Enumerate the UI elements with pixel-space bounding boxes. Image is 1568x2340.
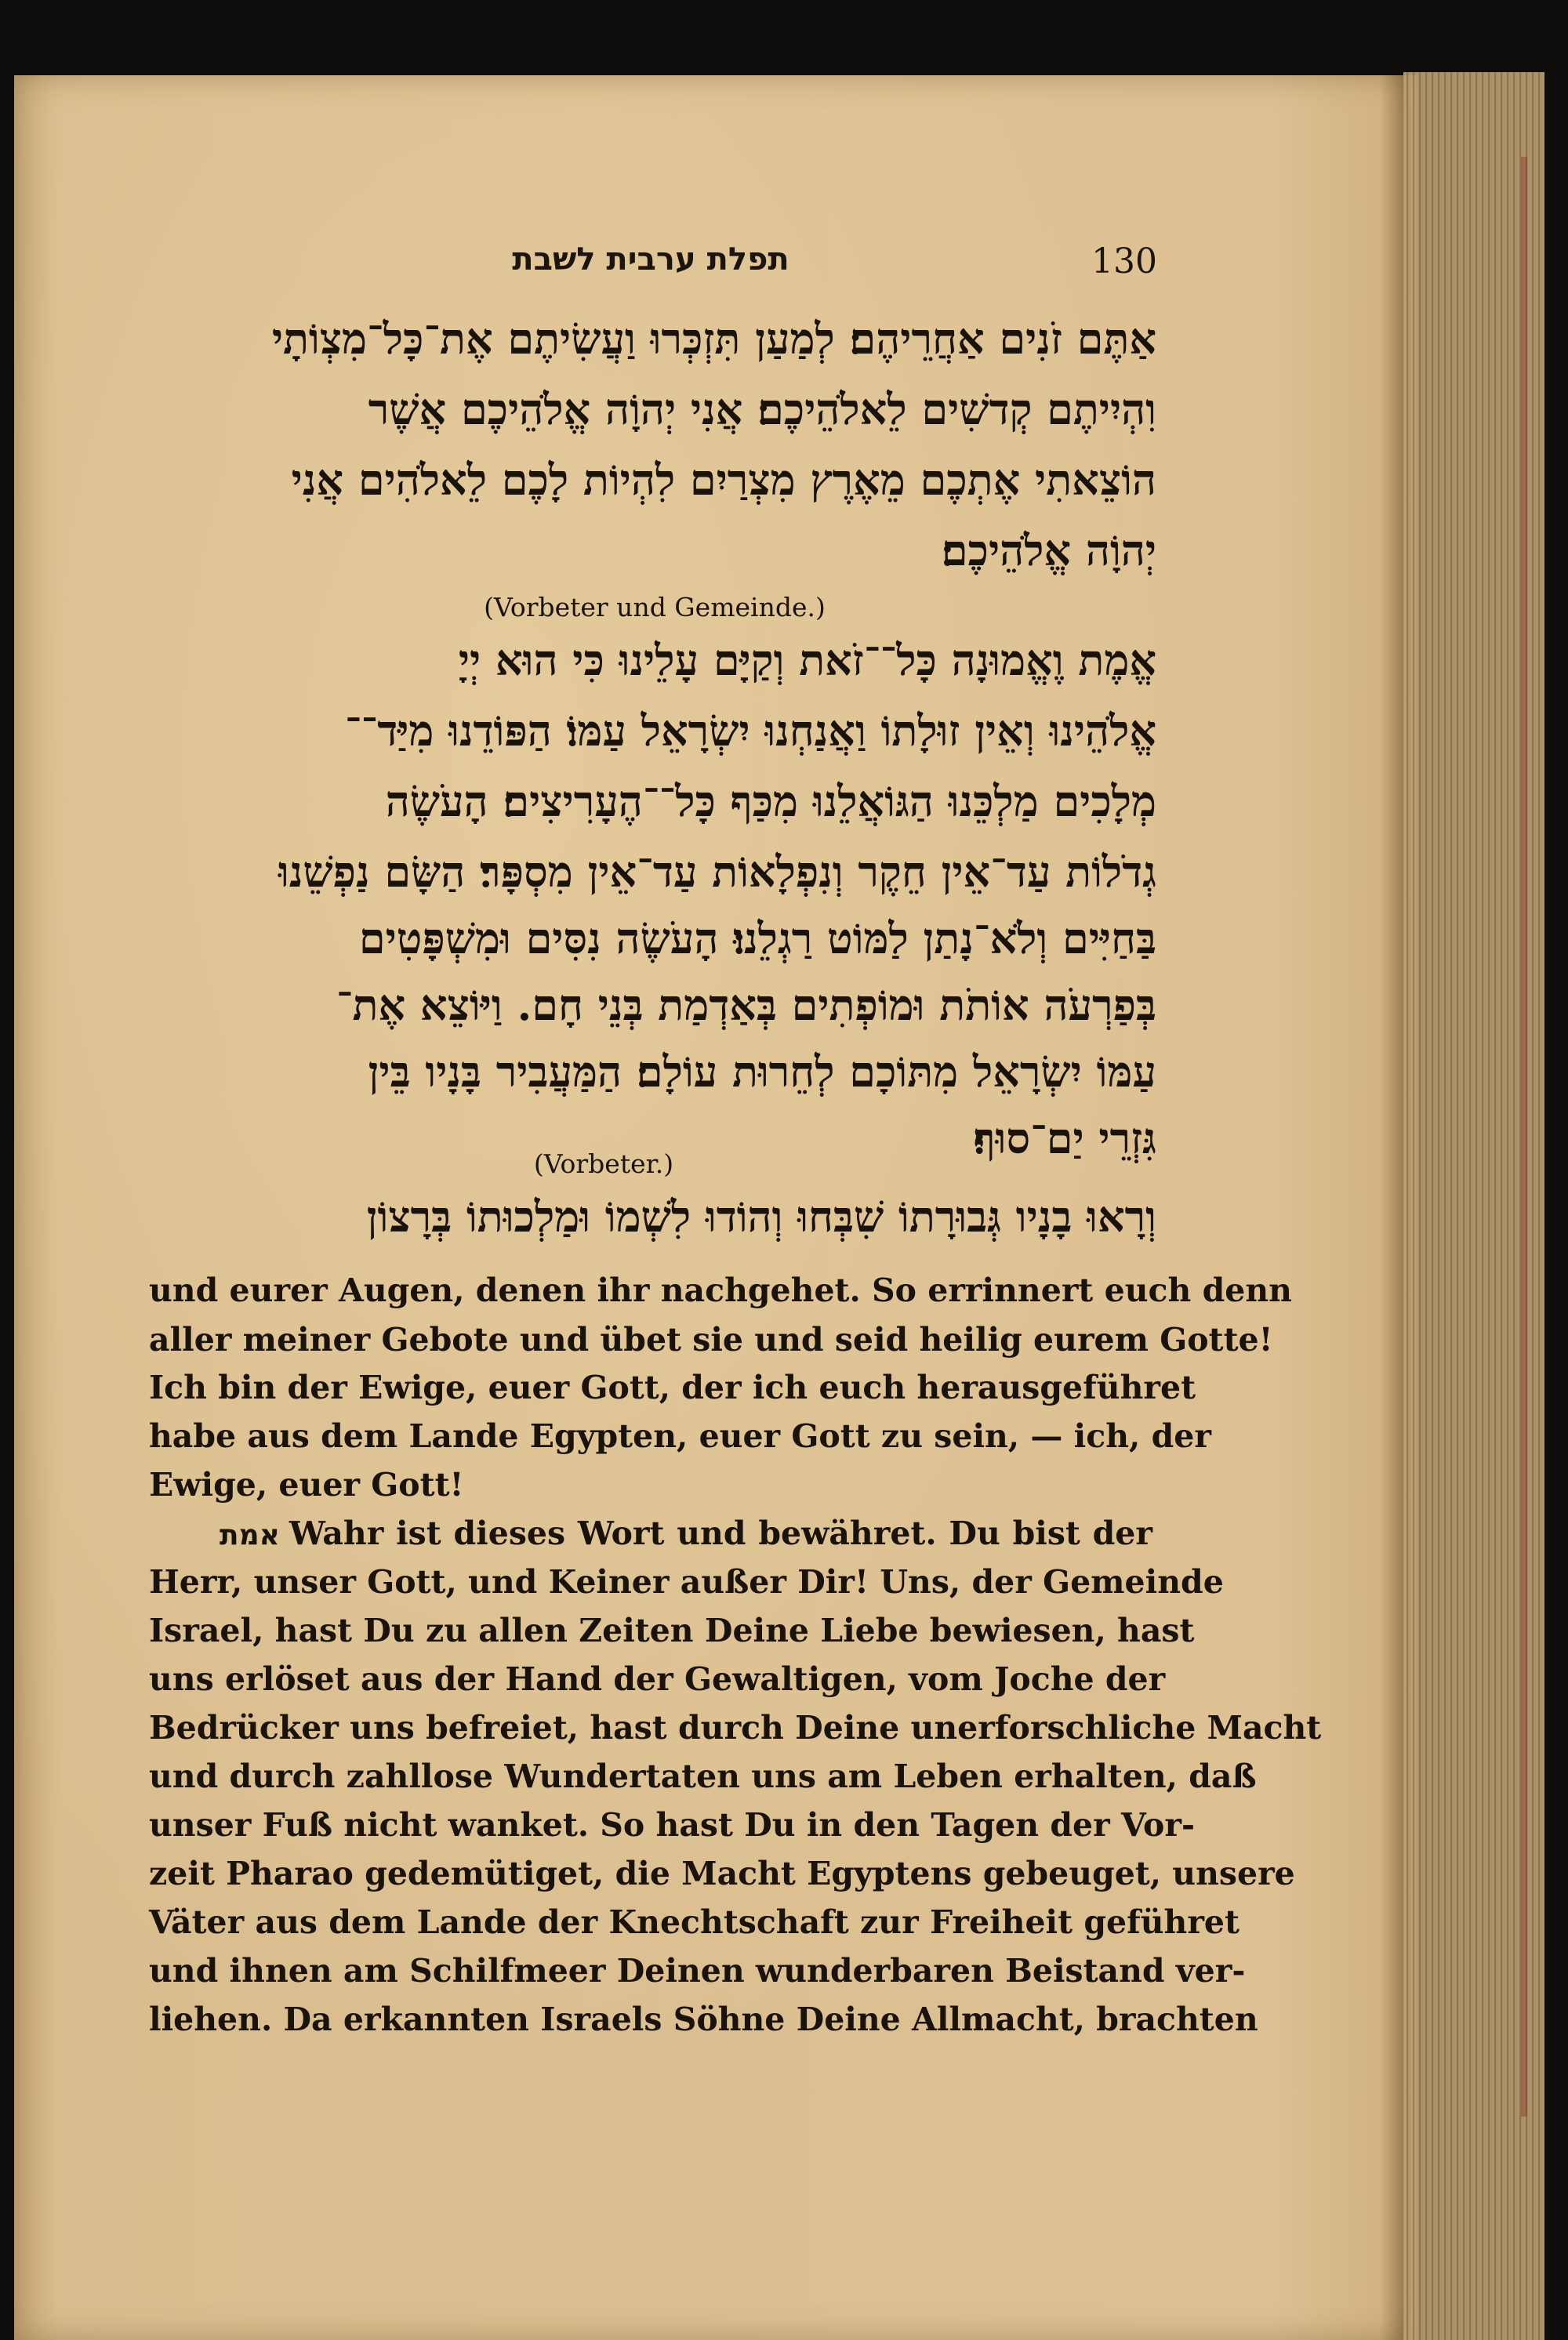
book-edge-tint <box>1521 157 1527 2117</box>
hebrew-line: וְרָאוּ בָנָיו גְּבוּרָתוֹ שִׁבְּחוּ וְהוֹדוּ לִשְׁמוֹ וּמַלְכוּתוֹ בְּרָצוֹן <box>366 1192 1156 1242</box>
rubric-vorbeter-gemeinde: (Vorbeter und Gemeinde.) <box>484 592 826 622</box>
german-line: habe aus dem Lande Egypten, euer Gott zu sein, — ich, der <box>149 1417 1211 1455</box>
german-line: unser Fuß nicht wanket. So hast Du in den Tagen der Vor- <box>149 1806 1195 1844</box>
hebrew-line: אַתֶּם זֹנִים אַחֲרֵיהֶם׃ לְמַעַן תִּזְכְּרוּ וַעֲשִׂיתֶם אֶת־כָּל־מִצְוֹתָי <box>271 314 1156 364</box>
german-line: liehen. Da erkannten Israels Söhne Deine Allmacht, brachten <box>149 2001 1258 2038</box>
german-line: Ich bin der Ewige, euer Gott, der ich euch herausgeführet <box>149 1369 1196 1406</box>
german-line: Bedrücker uns befreiet, hast durch Deine unerforschliche Macht <box>149 1709 1322 1747</box>
hebrew-line: אֱלֹהֵינוּ וְאֵין זוּלָתוֹ וַאֲנַחְנוּ יִשְׂרָאֵל עַמּוֹ׃ הַפּוֹדֵנוּ מִיַּד־־ <box>344 706 1156 756</box>
hebrew-line: בְּפַרְעֹה אוֹתֹת וּמוֹפְתִים בְּאַדְמַת בְּנֵי חָם. וַיּוֹצֵא אֶת־ <box>336 980 1156 1030</box>
german-line: Herr, unser Gott, und Keiner außer Dir! Uns, der Gemeinde <box>149 1563 1224 1601</box>
hebrew-line: גְדֹלוֹת עַד־אֵין חֵקֶר וְנִפְלָאוֹת עַד־אֵין מִסְפָּר׃ הַשָּׂם נַפְשֵׁנוּ <box>278 847 1156 897</box>
german-paragraph-first-line <box>149 1515 1152 1552</box>
german-line: und durch zahllose Wundertaten uns am Leben erhalten, daß <box>149 1758 1257 1795</box>
rubric-vorbeter: (Vorbeter.) <box>533 1148 674 1179</box>
german-line-text: Wahr ist dieses Wort und bewähret. Du bist der <box>289 1515 1152 1552</box>
hebrew-line: מְלָכִים מַלְכֵּנוּ הַגּוֹאֲלֵנוּ מִכַּף כָּל־־הֶעָרִיצִים׃ הָעֹשֶׂה <box>385 776 1156 826</box>
german-line: und eurer Augen, denen ihr nachgehet. So errinnert euch denn <box>149 1272 1292 1309</box>
hebrew-line: עַמּוֹ יִשְׂרָאֵל מִתּוֹכָם לְחֵרוּת עוֹלָם׃ הַמַּעֲבִיר בָּנָיו בֵּין <box>368 1047 1156 1097</box>
german-line: Ewige, euer Gott! <box>149 1466 464 1504</box>
german-line: Väter aus dem Lande der Knechtschaft zur Freiheit geführet <box>149 1903 1240 1941</box>
hebrew-line: בַּחַיִּים וְלֹא־נָתַן לַמּוֹט רַגְלֵנוּ׃ הָעֹשֶׂה נִסִּים וּמִשְׁפָּטִים <box>358 913 1156 963</box>
hebrew-line: וִהְיִיתֶם קְדשִׁים לֵאלֹהֵיכֶם׃ אֲנִי יְהוָֹה אֱלֹהֵיכֶם אֲשֶׁר <box>368 384 1156 434</box>
hebrew-line: הוֹצֵאתִי אֶתְכֶם מֵאֶרֶץ מִצְרַיִם לִהְיוֹת לָכֶם לֵאלֹהִים אֲנִי <box>291 455 1156 505</box>
german-line: zeit Pharao gedemütiget, die Macht Egyptens gebeuget, unsere <box>149 1855 1295 1892</box>
page-number: 130 <box>1091 241 1157 281</box>
hebrew-line: יְהוָֹה אֱלֹהֵיכֶם׃ <box>941 525 1156 575</box>
hebrew-line: גִּזְרֵי יַם־סוּף׃ <box>973 1113 1156 1163</box>
german-line: aller meiner Gebote und übet sie und seid heilig eurem Gotte! <box>149 1321 1273 1359</box>
hebrew-line: אֱמֶת וֶאֱמוּנָה כָּל־־זֹאת וְקַיָּם עָלֵינוּ כִּי הוּא יְיָ <box>458 635 1156 685</box>
german-line: uns erlöset aus der Hand der Gewaltigen, vom Joche der <box>149 1660 1166 1698</box>
running-title: תפלת ערבית לשבת <box>512 241 789 278</box>
german-line: und ihnen am Schilfmeer Deinen wunderbaren Beistand ver- <box>149 1952 1246 1990</box>
hebrew-lead-word: אמת <box>220 1519 280 1551</box>
german-line: Israel, hast Du zu allen Zeiten Deine Liebe bewiesen, hast <box>149 1612 1195 1649</box>
